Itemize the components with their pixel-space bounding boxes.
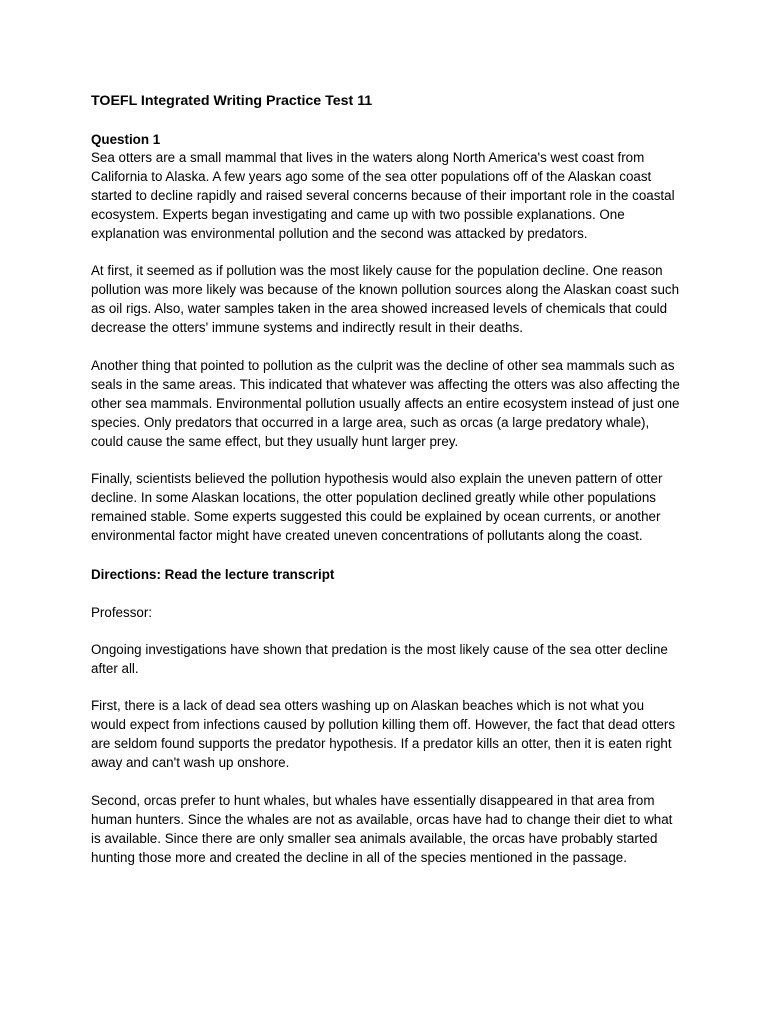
- lecture-paragraph-1: Ongoing investigations have shown that predation is the most likely cause of the sea otter decline after all.: [91, 641, 668, 676]
- reading-paragraph-2: At first, it seemed as if pollution was the most likely cause for the population decline. One reason pollution was more likely was because of the known pollution sources along the Alaskan coast such as oil rigs. Also, water samples taken in the area showed increased levels of chemicals that could decrease the otters' immune systems and indirectly result in their deaths.: [91, 263, 680, 336]
- lecture-paragraph-2: First, there is a lack of dead sea otters washing up on Alaskan beaches which is not what you would expect from infections caused by pollution killing them off. However, the fact that dead otters are seldom found supports the predator hypothesis. If a predator kills an otter, then it is eaten right away and can't wash up onshore.: [91, 698, 676, 771]
- reading-paragraph-1: Sea otters are a small mammal that lives in the waters along North America's west coast from California to Alaska. A few years ago some of the sea otter populations off of the Alaskan coast started to decline rapidly and raised several concerns because of their important role in the coastal ecosystem. Experts began investigating and came up with two possible explanations. One explanation was environmental pollution and the second was attacked by predators.: [91, 150, 675, 241]
- question-heading: Question 1: [91, 132, 161, 147]
- lecture-paragraph-3: Second, orcas prefer to hunt whales, but whales have essentially disappeared in that area from human hunters. Since the whales are not as available, orcas have had to change their diet to what is available. Since there are only smaller sea animals available, the orcas have probably started hunting those more and created the decline in all of the species mentioned in the passage.: [91, 792, 673, 865]
- document-title: TOEFL Integrated Writing Practice Test 11: [91, 93, 373, 109]
- speaker-label: Professor:: [91, 604, 153, 620]
- directions-heading: Directions: Read the lecture transcript: [91, 566, 335, 582]
- reading-paragraph-4: Finally, scientists believed the pollution hypothesis would also explain the uneven pattern of otter decline. In some Alaskan locations, the otter population declined greatly while other populations remained stable. Some experts suggested this could be explained by ocean currents, or another environmental factor might have created uneven concentrations of pollutants along the coast.: [91, 471, 663, 544]
- reading-paragraph-3: Another thing that pointed to pollution as the culprit was the decline of other sea mammals such as seals in the same areas. This indicated that whatever was affecting the otters was also affecting the other sea mammals. Environmental pollution usually affects an entire ecosystem instead of just one species. Only predators that occurred in a large area, such as orcas (a large predatory whale), could cause the same effect, but they usually hunt larger prey.: [91, 357, 680, 449]
